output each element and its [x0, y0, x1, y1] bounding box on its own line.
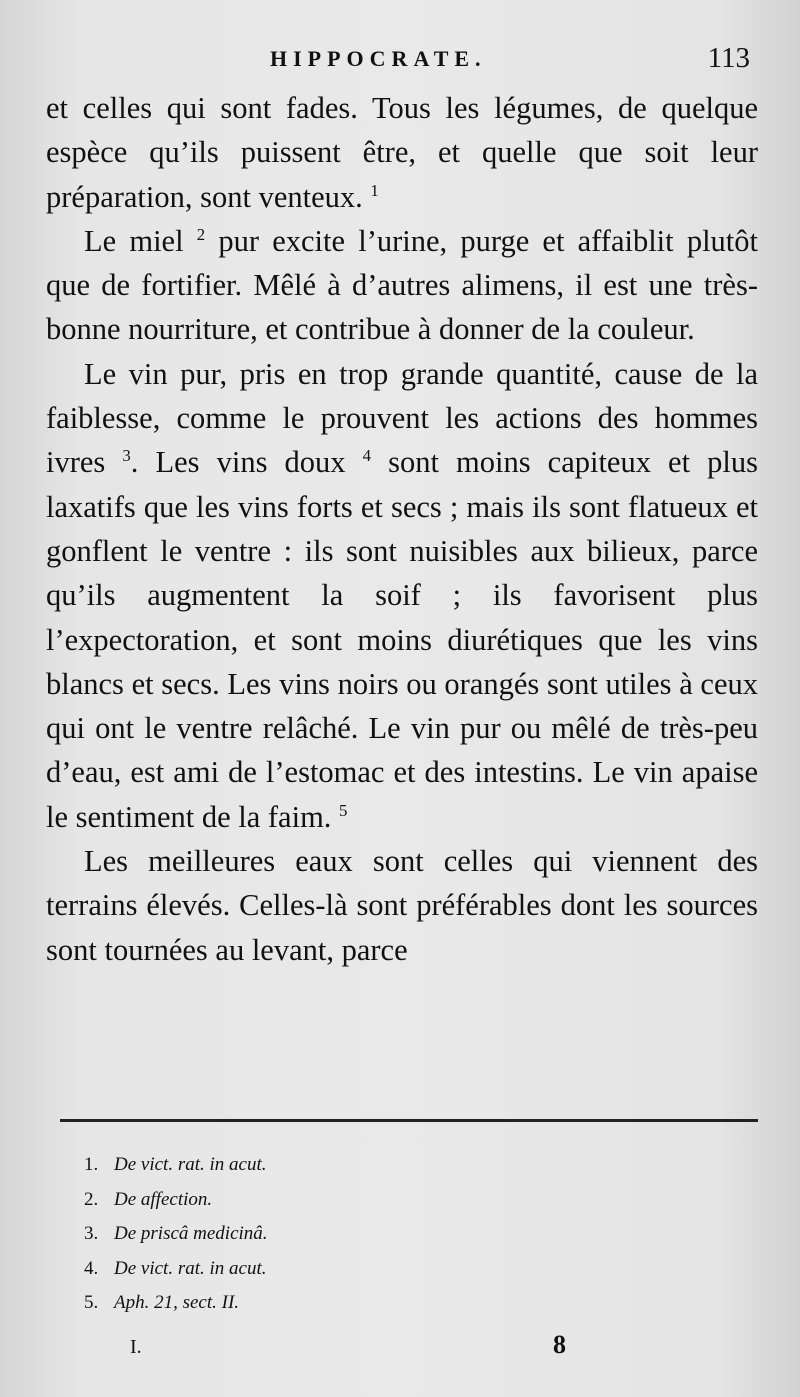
footnote-number: 4. [84, 1257, 99, 1279]
signature-line [0, 1330, 800, 1370]
footnote-reference: 4 [362, 446, 371, 466]
footnote [84, 1217, 744, 1252]
footnote-rule [60, 1119, 758, 1122]
footnote-number: 1. [84, 1154, 99, 1175]
footnote-reference: 3 [122, 446, 131, 466]
footnote [84, 1286, 744, 1321]
gathering-number: 8 [553, 1330, 566, 1359]
running-head [0, 40, 800, 80]
paragraph-text: Le miel [84, 223, 197, 258]
footnote [84, 1183, 744, 1218]
signature-mark: I. [130, 1336, 142, 1358]
footnote-text: De affection. [114, 1188, 213, 1210]
paragraph-text: sont moins capiteux et plus laxatifs que les vins forts et secs ; mais ils sont flatueux et gonflent le ventre : ils sont nuisibles aux bilieux, parce qu’ils augmentent la soif ; ils favorisent plus l’expectoration, et sont moins diurétiques que les vins blancs et secs. Les vins noirs ou orangés sont utiles à ceux qui ont le ventre relâché. Le vin pur ou mêlé de très-peu d’eau, est ami de l’estomac et des intestins. Le vin apaise le sentiment de la faim. [46, 445, 758, 834]
footnote-text: De vict. rat. in acut. [114, 1154, 267, 1175]
footnotes [84, 1148, 744, 1321]
paragraph-text: . Les vins doux [130, 445, 363, 480]
footnote-reference: 1 [370, 180, 379, 200]
footnote [84, 1148, 744, 1183]
footnote-text: De vict. rat. in acut. [114, 1257, 267, 1279]
paragraph [46, 839, 758, 972]
paragraph-text: et celles qui sont fades. Tous les légumes, de quelque espèce qu’ils puissent être, et quelle que soit leur préparation, sont venteux. [46, 91, 758, 214]
paragraph [46, 352, 758, 839]
paragraph-text: Le vin pur, pris en trop grande quantité, cause de la faiblesse, comme le prouvent les actions des hommes ivres [46, 356, 758, 480]
page-number: 113 [707, 42, 750, 74]
footnote-text: Aph. 21, sect. II. [114, 1292, 240, 1313]
footnote-number: 3. [84, 1223, 99, 1244]
paragraph [46, 219, 758, 352]
paragraph [46, 86, 758, 219]
paragraph-text: Les meilleures eaux sont celles qui viennent des terrains élevés. Celles-là sont préférables dont les sources sont tournées au levant, parce [46, 844, 758, 967]
running-title: HIPPOCRATE. [270, 46, 487, 71]
body-text [46, 86, 758, 972]
footnote [84, 1252, 744, 1287]
footnote-number: 5. [84, 1292, 99, 1313]
footnote-number: 2. [84, 1188, 99, 1210]
footnote-reference: 5 [339, 800, 348, 820]
paragraph-text: pur excite l’urine, purge et affaiblit plutôt que de fortifier. Mêlé à d’autres alimens, il est une très-bonne nourriture, et contribue à donner de la couleur. [46, 223, 758, 347]
footnote-reference: 2 [196, 224, 206, 244]
footnote-text: De priscâ medicinâ. [114, 1223, 268, 1244]
